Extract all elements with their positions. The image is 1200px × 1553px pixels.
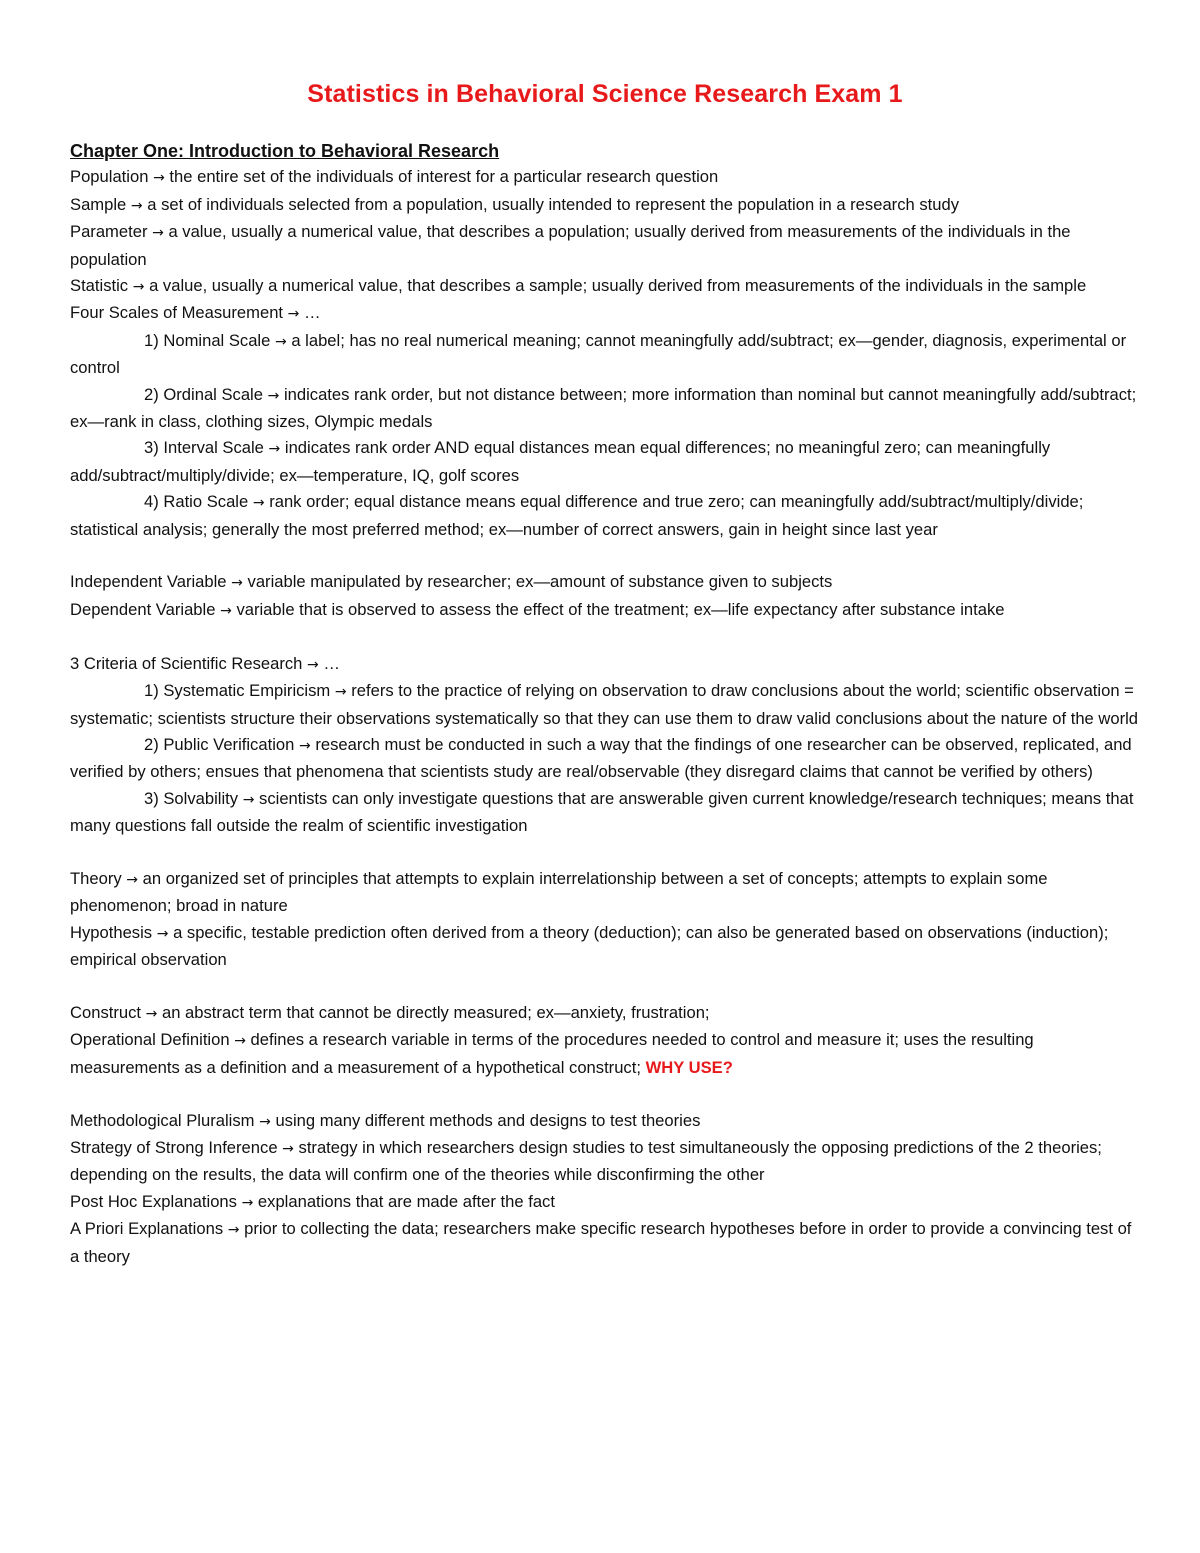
entry-criteria: 3 Criteria of Scientific Research → … <box>70 653 340 673</box>
arrow-icon: → <box>334 684 347 701</box>
entry-methodological-pluralism: Methodological Pluralism → using many different methods and designs to test theories <box>70 1110 701 1130</box>
entry-strong-inference: Strategy of Strong Inference → strategy in which researchers design studies to test simultaneously the opposing predictions of the 2 theories; depending on the results, the data will confirm one of the theories while disconfirming the other <box>70 1137 1102 1185</box>
arrow-icon: → <box>241 1194 254 1211</box>
entry-ordinal-scale: 2) Ordinal Scale → indicates rank order, but not distance between; more information than nominal but cannot meaningfully add/subtract; ex—rank in class, clothing sizes, Olympic medals <box>70 384 1137 432</box>
arrow-icon: → <box>152 225 164 242</box>
entry-nominal-scale: 1) Nominal Scale → a label; has no real numerical meaning; cannot meaningfully add/subtract; ex—gender, diagnosis, experimental or control <box>70 330 1127 378</box>
entry-solvability: 3) Solvability → scientists can only investigate questions that are answerable given current knowledge/research techniques; means that many questions fall outside the realm of scientific investigation <box>70 788 1134 836</box>
arrow-icon: → <box>227 1222 240 1239</box>
entry-four-scales: Four Scales of Measurement → … <box>70 303 321 323</box>
arrow-icon: → <box>268 441 281 458</box>
arrow-icon: → <box>156 925 169 942</box>
entry-sample: Sample → a set of individuals selected from a population, usually intended to represent the population in a research study <box>70 194 959 214</box>
paragraph-gap <box>70 624 1140 650</box>
arrow-icon: → <box>231 575 243 592</box>
entry-dependent-variable: Dependent Variable → variable that is observed to assess the effect of the treatment; ex—life expectancy after substance intake <box>70 599 1005 619</box>
entry-statistic: Statistic → a value, usually a numerical value, that describes a sample; usually derived from measurements of the individuals in the sample <box>70 276 1087 296</box>
arrow-icon: → <box>153 170 165 187</box>
arrow-icon: → <box>130 197 143 214</box>
arrow-icon: → <box>126 871 139 888</box>
paragraph-gap <box>70 543 1140 569</box>
arrow-icon: → <box>267 387 280 404</box>
arrow-icon: → <box>282 1140 294 1157</box>
entry-independent-variable: Independent Variable → variable manipulated by researcher; ex—amount of substance given to subjects <box>70 572 833 592</box>
arrow-icon: → <box>307 656 319 673</box>
paragraph-gap <box>70 974 1140 1000</box>
entry-population: Population → the entire set of the individuals of interest for a particular research question <box>70 167 719 187</box>
arrow-icon: → <box>274 333 287 350</box>
document-page <box>70 78 1140 1270</box>
entry-construct: Construct → an abstract term that cannot be directly measured; ex—anxiety, frustration; <box>70 1002 710 1022</box>
entry-hypothesis: Hypothesis → a specific, testable prediction often derived from a theory (deduction); can also be generated based on observations (induction); empirical observation <box>70 922 1109 970</box>
entry-operational-definition: Operational Definition → defines a research variable in terms of the procedures needed to control and measure it; uses the resulting measurements as a definition and a measurement of a hypothetical construct; WHY USE? <box>70 1030 1034 1077</box>
entry-a-priori: A Priori Explanations → prior to collecting the data; researchers make specific research hypotheses before in order to provide a convincing test of a theory <box>70 1219 1132 1266</box>
entry-theory: Theory → an organized set of principles that attempts to explain interrelationship between a set of concepts; attempts to explain some phenomenon; broad in nature <box>70 868 1048 916</box>
arrow-icon: → <box>298 737 311 754</box>
why-use-note: WHY USE? <box>645 1057 733 1077</box>
entry-interval-scale: 3) Interval Scale → indicates rank order AND equal distances mean equal differences; no meaningful zero; can meaningfully add/subtract/multiply/divide; ex—temperature, IQ, golf scores <box>70 438 1051 485</box>
paragraph-gap <box>70 1081 1140 1107</box>
entry-systematic-empiricism: 1) Systematic Empiricism → refers to the practice of relying on observation to draw conclusions about the world; scientific observation = systematic; scientists structure their observations systematically so that they can use them to draw valid conclusions about the nature of the world <box>70 681 1139 728</box>
notes-body <box>70 164 1140 1270</box>
entry-post-hoc: Post Hoc Explanations → explanations that are made after the fact <box>70 1191 555 1211</box>
arrow-icon: → <box>145 1005 158 1022</box>
arrow-icon: → <box>287 306 300 323</box>
arrow-icon: → <box>242 791 255 808</box>
document-title: Statistics in Behavioral Science Research Exam 1 <box>307 80 903 108</box>
arrow-icon: → <box>220 602 232 619</box>
arrow-icon: → <box>252 495 265 512</box>
entry-parameter: Parameter → a value, usually a numerical value, that describes a population; usually derived from measurements of the individuals in the population <box>70 222 1071 269</box>
arrow-icon: → <box>234 1033 246 1050</box>
arrow-icon: → <box>132 279 145 296</box>
arrow-icon: → <box>259 1113 271 1130</box>
entry-public-verification: 2) Public Verification → research must be conducted in such a way that the findings of one researcher can be observed, replicated, and verified by others; ensues that phenomena that scientists study are real/observable (they disregard claims that cannot be verified by others) <box>70 734 1132 782</box>
paragraph-gap <box>70 840 1140 866</box>
entry-ratio-scale: 4) Ratio Scale → rank order; equal distance means equal difference and true zero; can meaningfully add/subtract/multiply/divide; statistical analysis; generally the most preferred method; ex—number of correct answers, gain in height since last year <box>70 492 1084 539</box>
chapter-heading: Chapter One: Introduction to Behavioral Research <box>70 141 500 161</box>
